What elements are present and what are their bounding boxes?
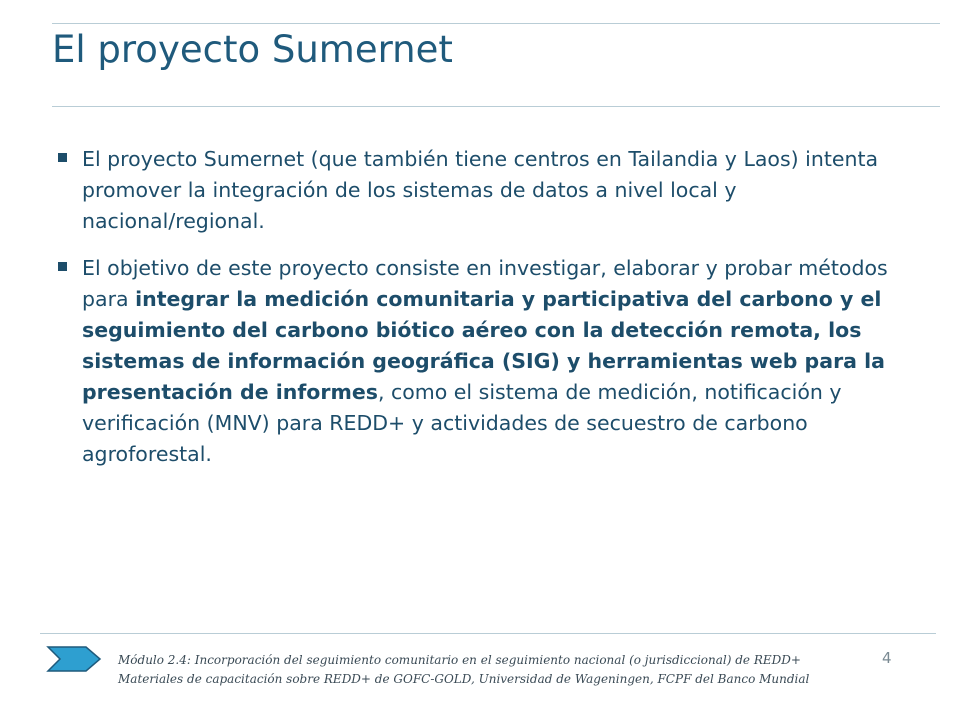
bullet-item <box>56 144 896 237</box>
bullet-list <box>56 144 896 486</box>
chevron-right-icon <box>46 645 102 673</box>
footer-credits-line: Materiales de capacitación sobre REDD+ de GOFC-GOLD, Universidad de Wageningen, FCPF del Banco Mundial <box>118 672 810 686</box>
bullet-text: El proyecto Sumernet (que también tiene centros en Tailandia y Laos) intenta promover la integración de los sistemas de datos a nivel local y nacional/regional. <box>82 147 879 233</box>
square-bullet-icon <box>58 153 67 162</box>
title-top-rule <box>52 23 940 24</box>
footer-rule <box>40 633 936 634</box>
bullet-text-bold: integrar la medición comunitaria y participativa del carbono y el seguimiento del carbono biótico aéreo con la detección remota, los sistemas de información geográfica (SIG) y herramientas web para la presentación de informes <box>82 287 886 404</box>
footer-caption <box>118 651 858 689</box>
title-bottom-rule <box>52 106 940 107</box>
bullet-text: El objetivo de este proyecto consiste en investigar, elaborar y probar métodos para <box>82 256 888 311</box>
footer-module-line: Módulo 2.4: Incorporación del seguimiento comunitario en el seguimiento nacional (o jurisdiccional) de REDD+ <box>118 653 801 667</box>
bullet-text: , como el sistema de medición, notificación y verificación (MNV) para REDD+ y actividades de secuestro de carbono agroforestal. <box>82 380 842 466</box>
page-number: 4 <box>882 649 892 667</box>
square-bullet-icon <box>58 262 67 271</box>
bullet-item <box>56 253 896 470</box>
slide-title: El proyecto Sumernet <box>52 28 453 71</box>
